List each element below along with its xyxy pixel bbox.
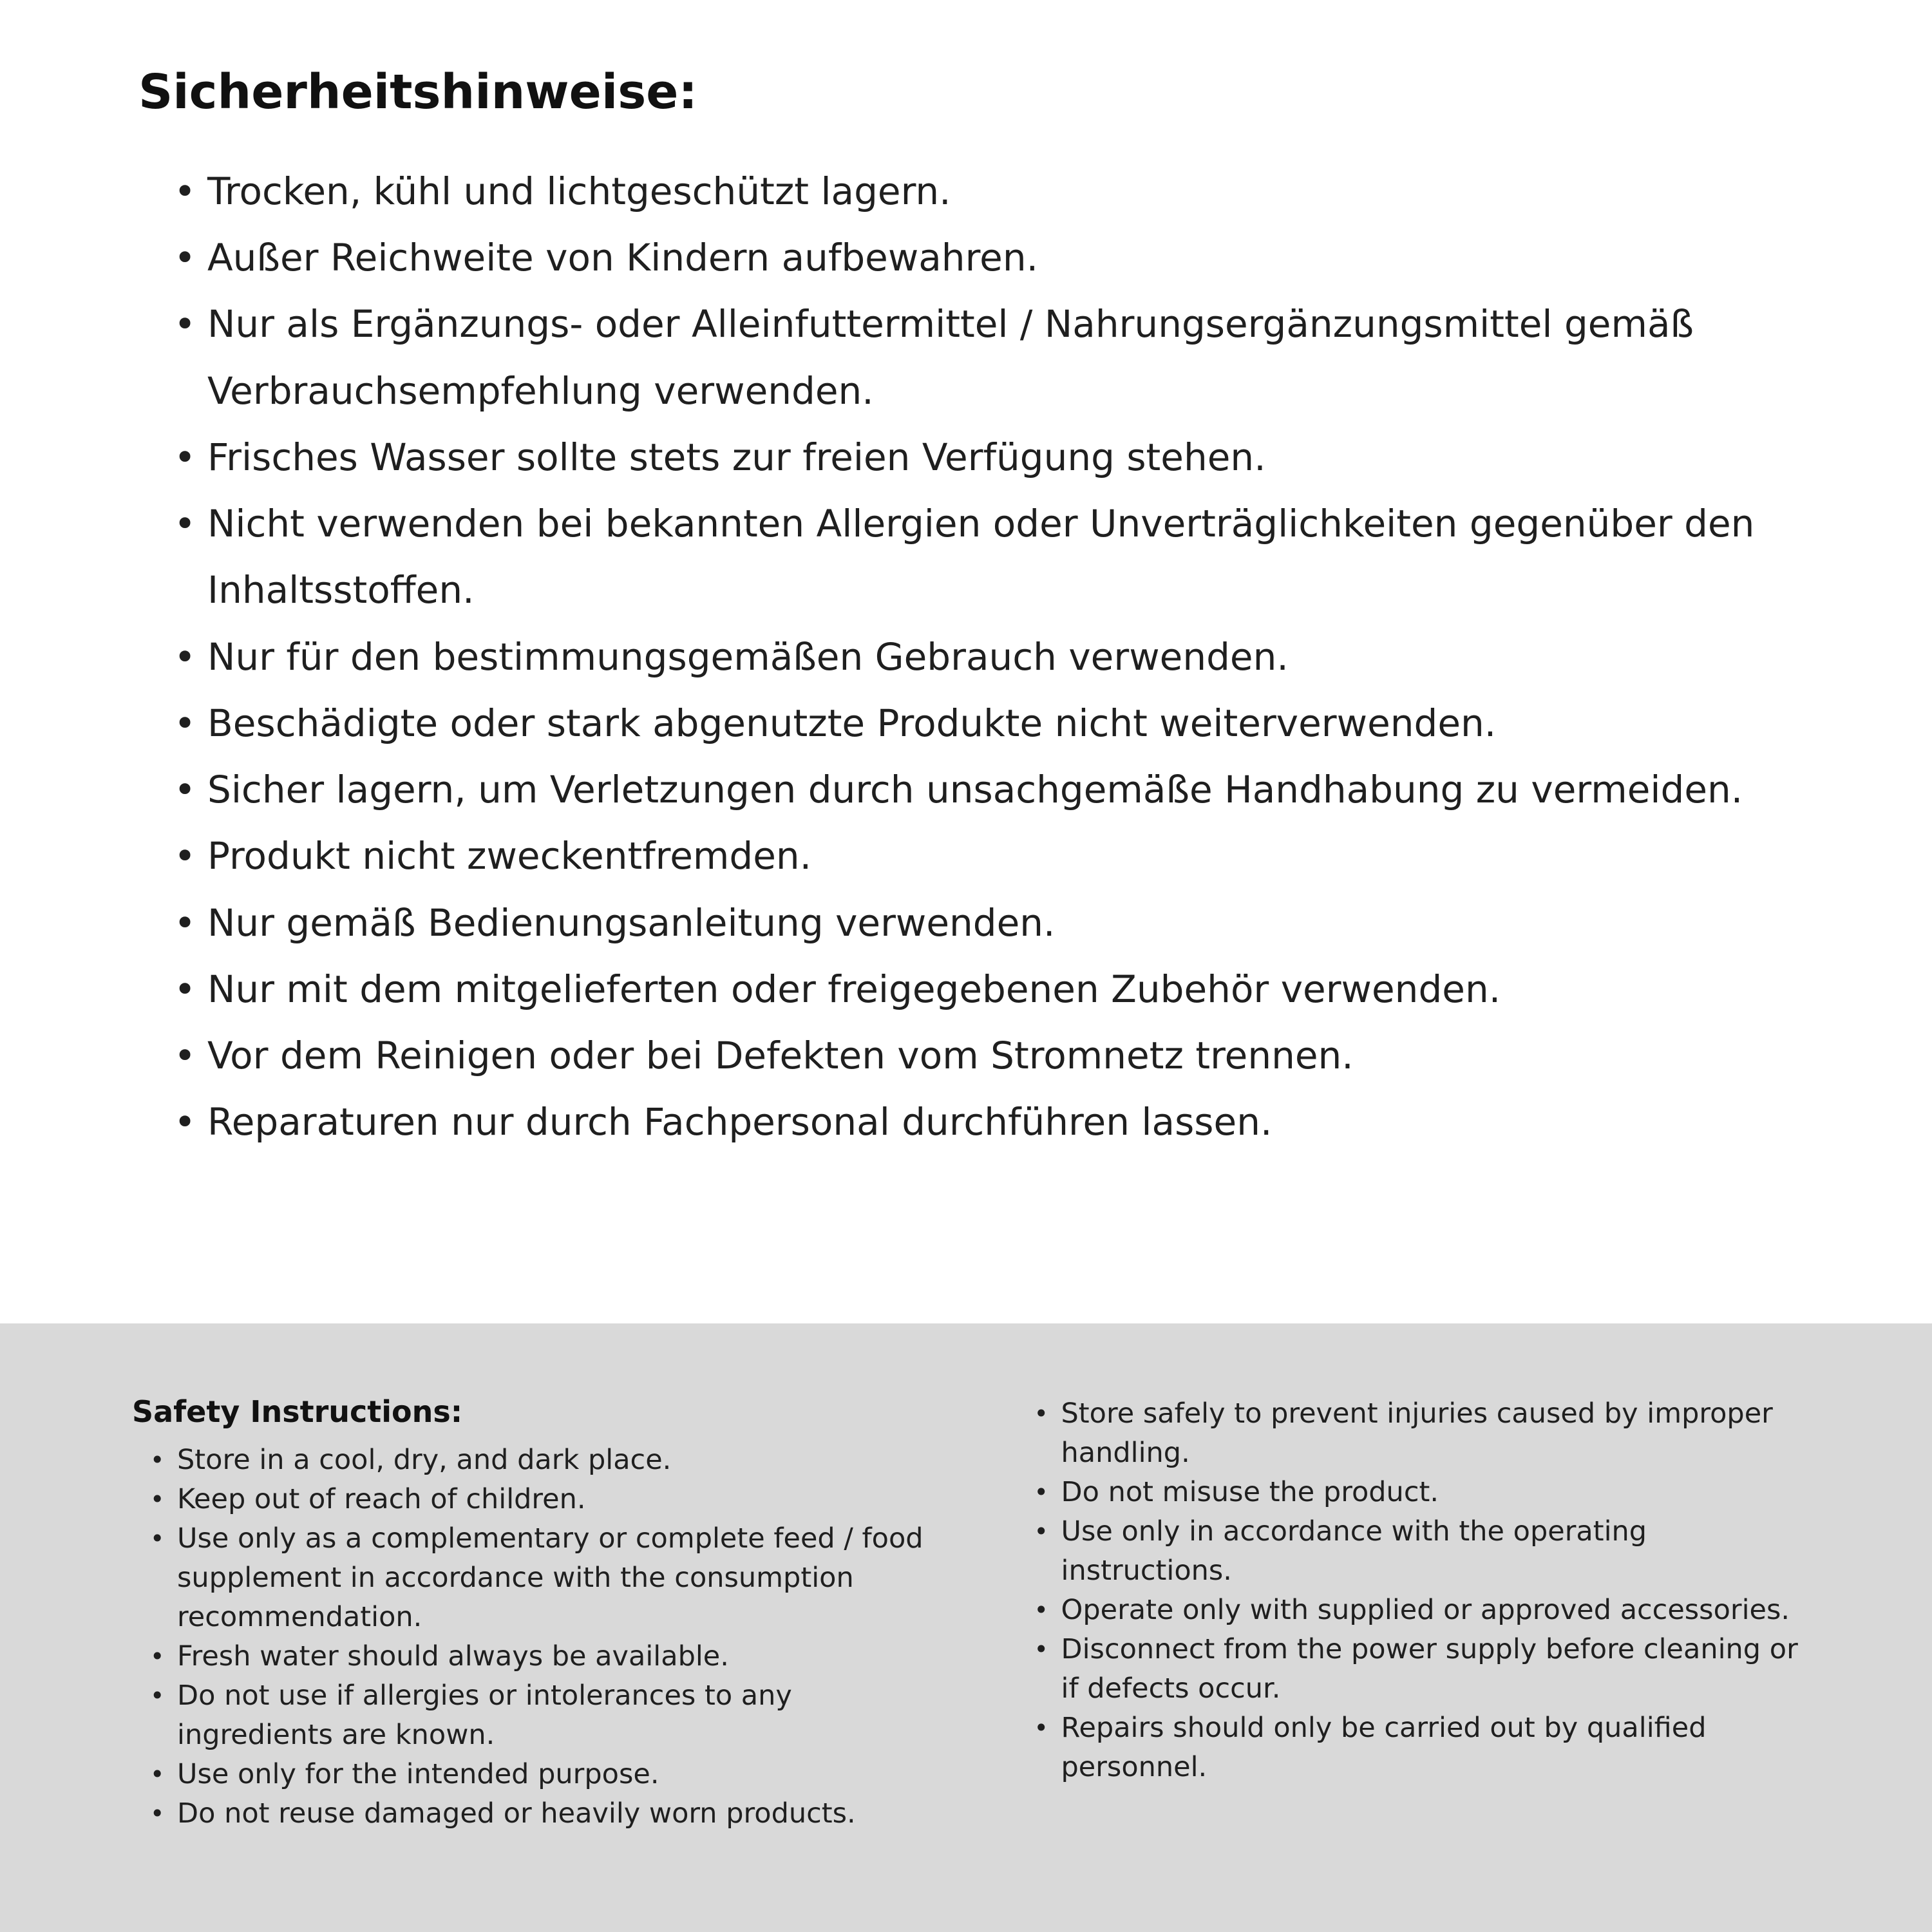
list-item-text: Frisches Wasser sollte stets zur freien Verfügung stehen.: [207, 435, 1266, 479]
list-item: [1034, 1394, 1823, 1473]
bullet-icon: [150, 1637, 177, 1674]
list-item: [174, 956, 1816, 1023]
list-item: [150, 1441, 939, 1480]
bullet-icon: [174, 225, 207, 291]
english-section-title: Safety Instructions:: [132, 1394, 463, 1429]
bullet-icon: [1034, 1630, 1061, 1667]
list-item: [174, 890, 1816, 956]
list-item-text: Trocken, kühl und lichtgeschützt lagern.: [207, 169, 951, 213]
list-item-text: Use only as a complementary or complete feed / food supplement in accordance with the consumption recommendation.: [177, 1522, 923, 1634]
bullet-icon: [1034, 1512, 1061, 1549]
bullet-icon: [174, 690, 207, 757]
bullet-icon: [174, 890, 207, 956]
list-item: [174, 491, 1816, 623]
bullet-icon: [174, 823, 207, 889]
list-item-text: Repairs should only be carried out by qualified personnel.: [1061, 1712, 1707, 1784]
list-item: [174, 291, 1816, 424]
list-item: [1034, 1591, 1823, 1630]
bullet-icon: [174, 1089, 207, 1155]
english-right-column: [1016, 1394, 1823, 1787]
list-item-text: Use only for the intended purpose.: [177, 1758, 659, 1791]
list-item: [174, 158, 1816, 225]
list-item: [150, 1794, 939, 1833]
bullet-icon: [150, 1480, 177, 1517]
english-left-column: [132, 1394, 939, 1833]
list-item-text: Nicht verwenden bei bekannten Allergien oder Unverträglichkeiten gegenüber den Inhaltsstoffen.: [207, 502, 1755, 612]
bullet-icon: [174, 757, 207, 823]
list-item-text: Produkt nicht zweckentfremden.: [207, 834, 812, 878]
list-item-text: Vor dem Reinigen oder bei Defekten vom Stromnetz trennen.: [207, 1034, 1354, 1078]
list-item: [150, 1480, 939, 1519]
list-item: [174, 690, 1816, 757]
bullet-icon: [1034, 1709, 1061, 1746]
bullet-icon: [174, 158, 207, 225]
english-safety-list-left: [132, 1441, 939, 1833]
list-item: [1034, 1473, 1823, 1512]
bullet-icon: [150, 1441, 177, 1478]
list-item: [174, 225, 1816, 291]
list-item: [174, 424, 1816, 491]
list-item: [1034, 1512, 1823, 1591]
german-section-title: Sicherheitshinweise:: [138, 64, 698, 120]
bullet-icon: [150, 1794, 177, 1832]
list-item-text: Use only in accordance with the operating instructions.: [1061, 1515, 1647, 1587]
list-item: [1034, 1709, 1823, 1787]
english-safety-section: [0, 1323, 1932, 1932]
list-item: [174, 1089, 1816, 1155]
list-item-text: Reparaturen nur durch Fachpersonal durchführen lassen.: [207, 1100, 1273, 1144]
list-item-text: Keep out of reach of children.: [177, 1483, 586, 1516]
list-item-text: Do not misuse the product.: [1061, 1476, 1439, 1509]
list-item-text: Store in a cool, dry, and dark place.: [177, 1444, 672, 1476]
list-item-text: Beschädigte oder stark abgenutzte Produkte nicht weiterverwenden.: [207, 701, 1497, 745]
list-item: [1034, 1630, 1823, 1709]
list-item-text: Sicher lagern, um Verletzungen durch unsachgemäße Handhabung zu vermeiden.: [207, 768, 1743, 812]
bullet-icon: [1034, 1473, 1061, 1510]
list-item-text: Operate only with supplied or approved accessories.: [1061, 1594, 1790, 1627]
bullet-icon: [1034, 1591, 1061, 1628]
list-item: [174, 757, 1816, 823]
list-item-text: Nur gemäß Bedienungsanleitung verwenden.: [207, 900, 1056, 945]
list-item-text: Nur für den bestimmungsgemäßen Gebrauch verwenden.: [207, 634, 1289, 679]
bullet-icon: [150, 1676, 177, 1714]
bullet-icon: [174, 424, 207, 491]
bullet-icon: [174, 956, 207, 1023]
list-item: [174, 624, 1816, 690]
bullet-icon: [1034, 1394, 1061, 1432]
bullet-icon: [174, 491, 207, 557]
bullet-icon: [174, 291, 207, 357]
list-item-text: Disconnect from the power supply before cleaning or if defects occur.: [1061, 1633, 1798, 1705]
bullet-icon: [174, 1023, 207, 1089]
list-item-text: Nur als Ergänzungs- oder Alleinfuttermittel / Nahrungsergänzungsmittel gemäß Verbrauchsempfehlung verwenden.: [207, 302, 1694, 413]
bullet-icon: [150, 1519, 177, 1557]
list-item: [174, 823, 1816, 889]
list-item-text: Nur mit dem mitgelieferten oder freigegebenen Zubehör verwenden.: [207, 967, 1501, 1011]
list-item-text: Do not reuse damaged or heavily worn products.: [177, 1797, 856, 1830]
german-safety-list: [174, 158, 1816, 1156]
list-item: [174, 1023, 1816, 1089]
list-item: [150, 1519, 939, 1637]
english-safety-list-right: [1016, 1394, 1823, 1787]
list-item: [150, 1676, 939, 1755]
bullet-icon: [150, 1755, 177, 1792]
bullet-icon: [174, 624, 207, 690]
list-item-text: Store safely to prevent injuries caused by improper handling.: [1061, 1397, 1773, 1470]
list-item-text: Do not use if allergies or intolerances to any ingredients are known.: [177, 1680, 792, 1752]
list-item: [150, 1637, 939, 1676]
list-item-text: Fresh water should always be available.: [177, 1640, 729, 1673]
list-item-text: Außer Reichweite von Kindern aufbewahren.: [207, 236, 1039, 280]
list-item: [150, 1755, 939, 1794]
